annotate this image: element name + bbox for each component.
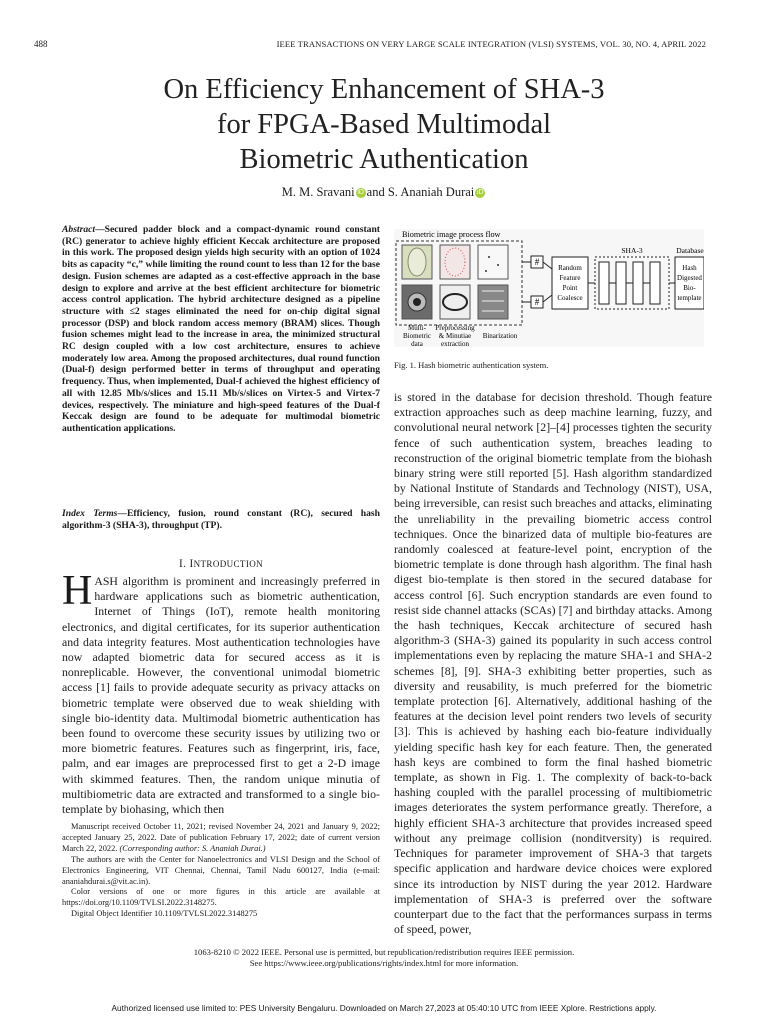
multi-line-3: data [411, 340, 423, 347]
binary-dot [485, 270, 487, 272]
coalesce-line-4: Coalesce [557, 294, 583, 302]
footnote-received-text: Manuscript received October 11, 2021; revised November 24, 2021 and January 9, 2022; accepted January 25, 2022. Date of publication February 17, 2022; date of current version March 22, 2022. [62, 822, 380, 853]
db-line-3: Bio- [683, 284, 696, 292]
copyright-line-1: 1063-8210 © 2022 IEEE. Personal use is permitted, but republication/redistribution requires IEEE permission. [193, 947, 575, 957]
binarization-label: Binarization [482, 332, 518, 340]
intro-text: ASH algorithm is prominent and increasingly preferred in hardware applications such as biometric authentication, Internet of Things (IoT), remote health monitoring electronics, and digital certificates, for its superior authentication and data integrity features. Most authentication technologies have now adapted biometric data for secured access as it is nonreplicable. However, the conventional unimodal biometric access [1] fails to provide adequate security as privacy attacks on biometric template were observed due to weak shielding with single bio-identity data. Multimodal biometric authentication has been found to overcome these security issues by utilizing two or more biometric features. Features such as fingerprint, iris, face, palm, and ear images are preprocessed first to get a 2-D image with skimmed features. Then, the random unique minutia of multibiometric data are extracted and transformed to a single bio-template by biohasing, which then [62, 574, 380, 817]
introduction-paragraph [62, 568, 380, 817]
figure-caption: Fig. 1. Hash biometric authentication system. [394, 360, 549, 370]
pre-line-3: extraction [441, 340, 469, 347]
author-sravani: M. M. Sravani [281, 185, 355, 199]
sha3-stage [599, 262, 609, 304]
index-terms-text: —Efficiency, fusion, round constant (RC), secured hash algorithm-3 (SHA-3), throughput (TP). [62, 508, 380, 531]
abstract-label: Abstract [62, 224, 96, 235]
heading-numeral: I. I [178, 558, 194, 570]
section-heading-introduction [62, 558, 380, 570]
footnotes [62, 822, 380, 920]
figure-1-diagram [394, 229, 704, 347]
db-line-4: template [677, 294, 702, 302]
binary-image [478, 245, 508, 279]
db-line-2: Digested [677, 274, 702, 282]
iris-binary-image [478, 285, 508, 319]
pre-line-2: & Minutiae [438, 332, 472, 340]
sha3-label: SHA-3 [621, 246, 643, 255]
iris-pupil-icon [413, 298, 421, 306]
hash-symbol: # [534, 297, 540, 307]
footnote-corresponding: (Corresponding author: S. Ananiah Durai.) [119, 843, 266, 853]
heading-rest: NTRODUCTION [193, 559, 264, 569]
iris-processed-image [440, 285, 470, 319]
sha3-stage [633, 262, 643, 304]
paper-title [0, 72, 768, 177]
orcid-icon[interactable]: iD [357, 189, 364, 196]
title-line-1: On Efficiency Enhancement of SHA-3 [163, 74, 605, 105]
author-line [0, 185, 768, 200]
dropcap: H [62, 568, 93, 614]
pre-line-1: Preprocessing [435, 324, 475, 332]
page-number: 488 [34, 39, 48, 49]
database-label: Database [676, 246, 704, 255]
coalesce-line-2: Feature [559, 274, 581, 282]
title-line-3: Biometric Authentication [239, 144, 529, 175]
db-line-1: Hash [682, 264, 697, 272]
hash-symbol: # [534, 257, 540, 267]
coalesce-line-3: Point [562, 284, 578, 292]
fingerprint-icon [408, 248, 426, 276]
footnote-color: Color versions of one or more figures in this article are available at https://doi.org/10.1109/TVLSI.2022.3148275. [62, 887, 380, 908]
running-head: IEEE TRANSACTIONS ON VERY LARGE SCALE INTEGRATION (VLSI) SYSTEMS, VOL. 30, NO. 4, APRIL 2022 [276, 39, 706, 49]
sha3-stage [650, 262, 660, 304]
title-line-2: for FPGA-Based Multimodal [216, 109, 552, 140]
index-terms-label: Index Terms [62, 508, 118, 519]
abstract [62, 224, 380, 435]
license-footer: Authorized licensed use limited to: PES University Bengaluru. Downloaded on March 27,2023 at 05:40:10 UTC from IEEE Xplore. Restrictions apply. [111, 1003, 657, 1013]
right-column-paragraph: is stored in the database for decision threshold. Though feature extraction approaches such as deep machine learning, fuzzy, and convolutional neural network [2]–[4] processes tighten the security fence of such authentication system, breaches leading to reconstruction of the original biometric template from the biohash binary string were still reported [5]. Hash algorithm standardized by National Institute of Standards and Technology (NIST), USA, being irreversible, can resist such breaches and attacks, eliminating the unreliability in the prevailing biometric access control techniques. Once the binarized data of multiple bio-features are randomly coalesced at feature-level point, encryption of the biometric template is done through hash algorithm. The final hash digest bio-template is then stored in the secured database for access control [6]. Such encryption standards are even found to resist side channel attacks (SCAs) [7] and birthday attacks. Among the hash techniques, Keccak architecture of secured hash algorithm-3 (SHA-3) gained its popularity in such access control implementations even by replacing the mature SHA-1 and SHA-2 schemes [8], [9]. SHA-3 exhibiting better properties, such as diversity and reusability, is much preferred for the biometric template protection [6]. Alternatively, additional hashing of the features at the decision level point renders two levels of security [3]. This is achieved by hashing each bio-feature individually yielding specific hash key for each feature. Then, the generated hash keys are combined to form the final hashed biometric template, as shown in Fig. 1. The complexity of back-to-back hashing coupled with the parallel processing of multibiometric images deteriorates the system performance greatly. Therefore, a highly efficient SHA-3 architecture that provides increased speed without any preimage collision (nonditversity) is required. Techniques for parameter improvement of SHA-3 that targets specific application and hardware device choices were explored since its introduction by NIST during the year 2012. Hardware implementation of SHA-3 is preferred over the software counterpart due to the fact that the performances surpass in terms of speed, power, [394, 390, 712, 937]
index-terms [62, 508, 380, 531]
multi-line-2: Biometric [403, 332, 431, 340]
sha3-stage [616, 262, 626, 304]
orcid-icon[interactable]: iD [476, 189, 484, 196]
footnote-affiliation: The authors are with the Center for Nanoelectronics and VLSI Design and the School of Electronics Engineering, VIT Chennai, Chennai, Tamil Nadu 600127, India (e-mail: ananiahdurai.s@vit.ac.in). [62, 854, 380, 886]
binary-dot [497, 264, 499, 266]
copyright-line-2: See https://www.ieee.org/publications/rights/index.html for more information. [249, 958, 519, 968]
copyright-notice [0, 947, 768, 969]
flow-label: Biometric image process flow [402, 230, 501, 239]
coalesce-line-1: Random [558, 264, 582, 272]
footnote-doi: Digital Object Identifier 10.1109/TVLSI.2022.3148275 [71, 909, 258, 919]
abstract-text: —Secured padder block and a compact-dynamic round constant (RC) generator to achieve highly efficient Keccak architecture are proposed in this work. The proposed design yields high security with an option of 1024 bits as capacity “c,” while limiting the round count to less than 12 for the base design. Fusion schemes are adapted as a cost-effective approach in the base design to explore and arrive at the best efficient architecture for biometric access control application. The hybrid architecture designed as a pipeline structure with ≤2 stages eliminated the need for on-chip digital signal processor (DSP) and block random access memory (BRAM) slices. Though fusion schemes might lead to the increase in area, the minimized structural RC design coupled with a low cost architecture, ensures to achieve moderately low area. Among the proposed architectures, dual round function (Dual-f) design performed better in terms of throughput and operating frequency. Thus, when implemented, Dual-f achieved the highest efficiency of all with 12.85 Mb/s/slices and 15.11 Mb/s/slices on Virtex-5 and Virtex-7 devices, respectively. The miniature and high-speed features of the Dual-f Keccak design are found to be adequate for multimodal biometric authentication applications. [62, 224, 380, 434]
multi-line-1: Multi- [408, 324, 426, 332]
author-durai: and S. Ananiah Durai [366, 185, 475, 199]
binary-dot [488, 256, 490, 258]
footnote-received [62, 822, 380, 855]
